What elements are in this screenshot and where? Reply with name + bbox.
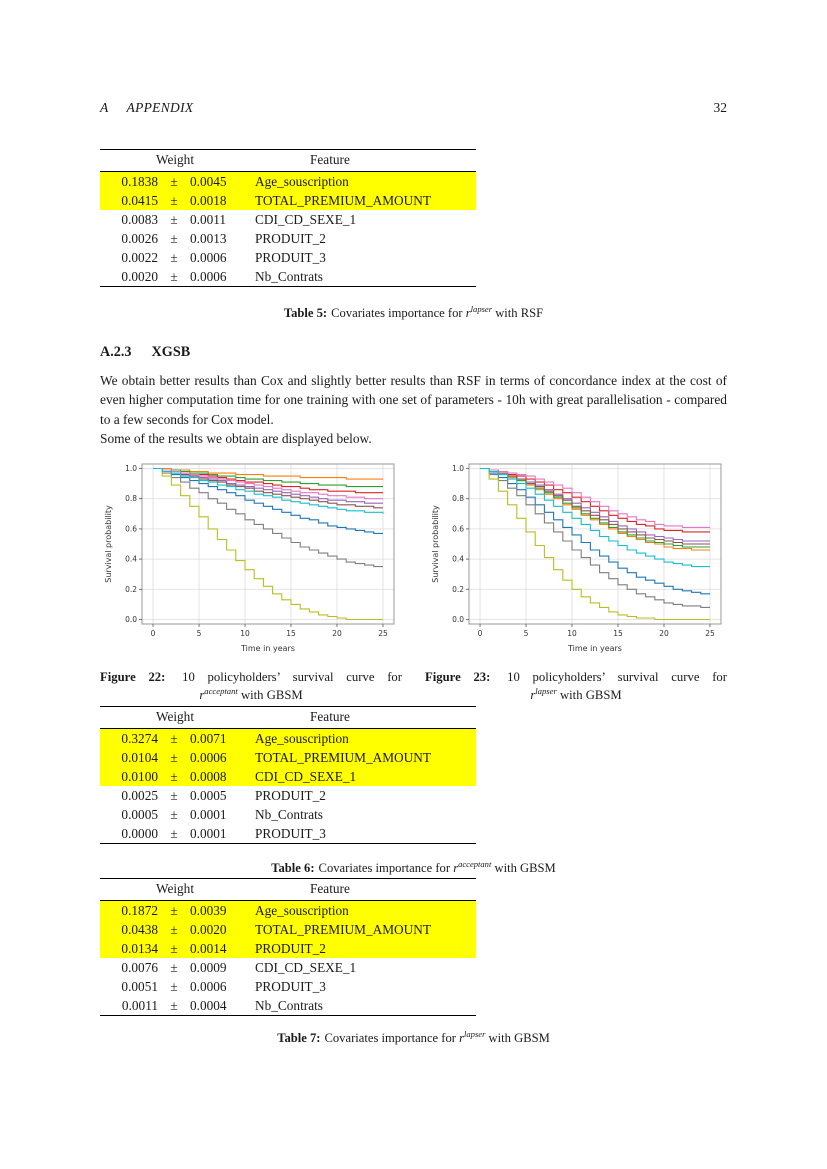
svg-text:0.0: 0.0 <box>125 615 137 624</box>
appendix-letter: A <box>100 100 109 115</box>
section-heading <box>100 344 190 361</box>
svg-text:0: 0 <box>150 629 156 638</box>
table-row: 0.0104 ± 0.0006 TOTAL_PREMIUM_AMOUNT <box>100 748 476 767</box>
table-row: 0.0022 ± 0.0006 PRODUIT_3 <box>121 249 326 265</box>
survival-curve-chart-lapser <box>427 458 727 658</box>
svg-text:Survival probability: Survival probability <box>431 505 440 583</box>
svg-text:20: 20 <box>659 629 669 638</box>
svg-text:Time in years: Time in years <box>568 644 622 653</box>
svg-text:0: 0 <box>477 629 483 638</box>
figure-captions-row <box>100 668 727 705</box>
table5-caption: Table 5: Covariates importance for $r^{lapser}$ with RSF <box>283 303 544 320</box>
section-number: A.2.3 <box>100 344 132 360</box>
column-header-weight: Weight <box>155 881 195 896</box>
table-row: 0.0083 ± 0.0011 CDI_CD_SEXE_1 <box>121 211 357 227</box>
svg-text:25: 25 <box>705 629 715 638</box>
table-row: 0.0000 ± 0.0001 PRODUIT_3 <box>100 824 476 844</box>
column-header-weight: Weight <box>155 152 195 167</box>
svg-text:Time in years: Time in years <box>241 644 295 653</box>
svg-text:0.2: 0.2 <box>125 584 137 594</box>
svg-text:0.6: 0.6 <box>452 524 464 534</box>
table7-caption: Table 7: Covariates importance for $r^{lapser}$ with GBSM <box>277 1028 550 1045</box>
svg-text:0.6: 0.6 <box>125 524 137 534</box>
svg-text:10: 10 <box>240 629 250 638</box>
svg-text:1.0: 1.0 <box>125 464 137 473</box>
svg-text:15: 15 <box>613 629 623 638</box>
svg-text:15: 15 <box>286 629 296 638</box>
table-row: 0.1838 ± 0.0045 Age_souscription <box>100 172 476 192</box>
paragraph: Some of the results we obtain are displayed below. <box>100 430 372 446</box>
column-header-feature: Feature <box>310 881 350 896</box>
table-row: 0.0026 ± 0.0013 PRODUIT_2 <box>121 230 326 246</box>
svg-text:0.4: 0.4 <box>452 554 464 564</box>
svg-text:1.0: 1.0 <box>452 464 464 473</box>
table-row: 0.0100 ± 0.0008 CDI_CD_SEXE_1 <box>100 767 476 786</box>
svg-text:0.8: 0.8 <box>452 494 464 504</box>
table-row: 0.0020 ± 0.0006 Nb_Contrats <box>100 267 476 287</box>
figures-row <box>100 458 727 658</box>
table-row: 0.0134 ± 0.0014 PRODUIT_2 <box>100 939 476 958</box>
table-row: 0.0076 ± 0.0009 CDI_CD_SEXE_1 <box>121 959 357 975</box>
table-row: 0.0011 ± 0.0004 Nb_Contrats <box>100 996 476 1016</box>
running-title <box>100 100 193 116</box>
covariates-table-gbsm-acceptant <box>100 706 476 844</box>
paragraph: We obtain better results than Cox and slightly better results than RSF in terms of concordance index at the cost of even higher computation time for one training with one set of parameters - 10h with great parallelisation - compared to a few seconds for Cox model. <box>100 373 727 427</box>
column-header-feature: Feature <box>310 152 350 167</box>
svg-text:20: 20 <box>332 629 342 638</box>
svg-text:Survival probability: Survival probability <box>104 505 113 583</box>
column-header-weight: Weight <box>155 709 195 724</box>
table-row: 0.0025 ± 0.0005 PRODUIT_2 <box>121 787 326 803</box>
column-header-feature: Feature <box>310 709 350 724</box>
table-row: 0.0438 ± 0.0020 TOTAL_PREMIUM_AMOUNT <box>100 920 476 939</box>
table-row: 0.0415 ± 0.0018 TOTAL_PREMIUM_AMOUNT <box>100 191 476 210</box>
covariates-table-rsf <box>100 149 476 287</box>
svg-text:5: 5 <box>196 629 202 638</box>
svg-text:0.2: 0.2 <box>452 584 464 594</box>
figure22-caption: Figure 22: 10 policyholders’ survival curve for $r^{acceptant}$ with GBSM <box>100 670 402 703</box>
covariates-table-gbsm-lapser <box>100 878 476 1016</box>
table-row: 0.3274 ± 0.0071 Age_souscription <box>100 729 476 749</box>
page-header <box>100 100 727 116</box>
svg-text:0.8: 0.8 <box>125 494 137 504</box>
table6-caption: Table 6: Covariates importance for $r^{acceptant}$ with GBSM <box>271 858 556 875</box>
svg-text:0.0: 0.0 <box>452 615 464 624</box>
svg-text:0.4: 0.4 <box>125 554 137 564</box>
table-row: 0.1872 ± 0.0039 Age_souscription <box>100 901 476 921</box>
page-number: 32 <box>713 100 727 115</box>
body-text <box>100 371 727 448</box>
svg-text:5: 5 <box>523 629 529 638</box>
table-row: 0.0051 ± 0.0006 PRODUIT_3 <box>121 978 326 994</box>
section-title: XGSB <box>151 344 191 360</box>
figure23-caption: Figure 23: 10 policyholders’ survival curve for $r^{lapser}$ with GBSM <box>425 670 727 703</box>
survival-curve-chart-acceptant <box>100 458 400 658</box>
table-row: 0.0005 ± 0.0001 Nb_Contrats <box>121 806 323 822</box>
svg-text:25: 25 <box>378 629 388 638</box>
appendix-title: APPENDIX <box>126 100 194 115</box>
svg-text:10: 10 <box>567 629 577 638</box>
